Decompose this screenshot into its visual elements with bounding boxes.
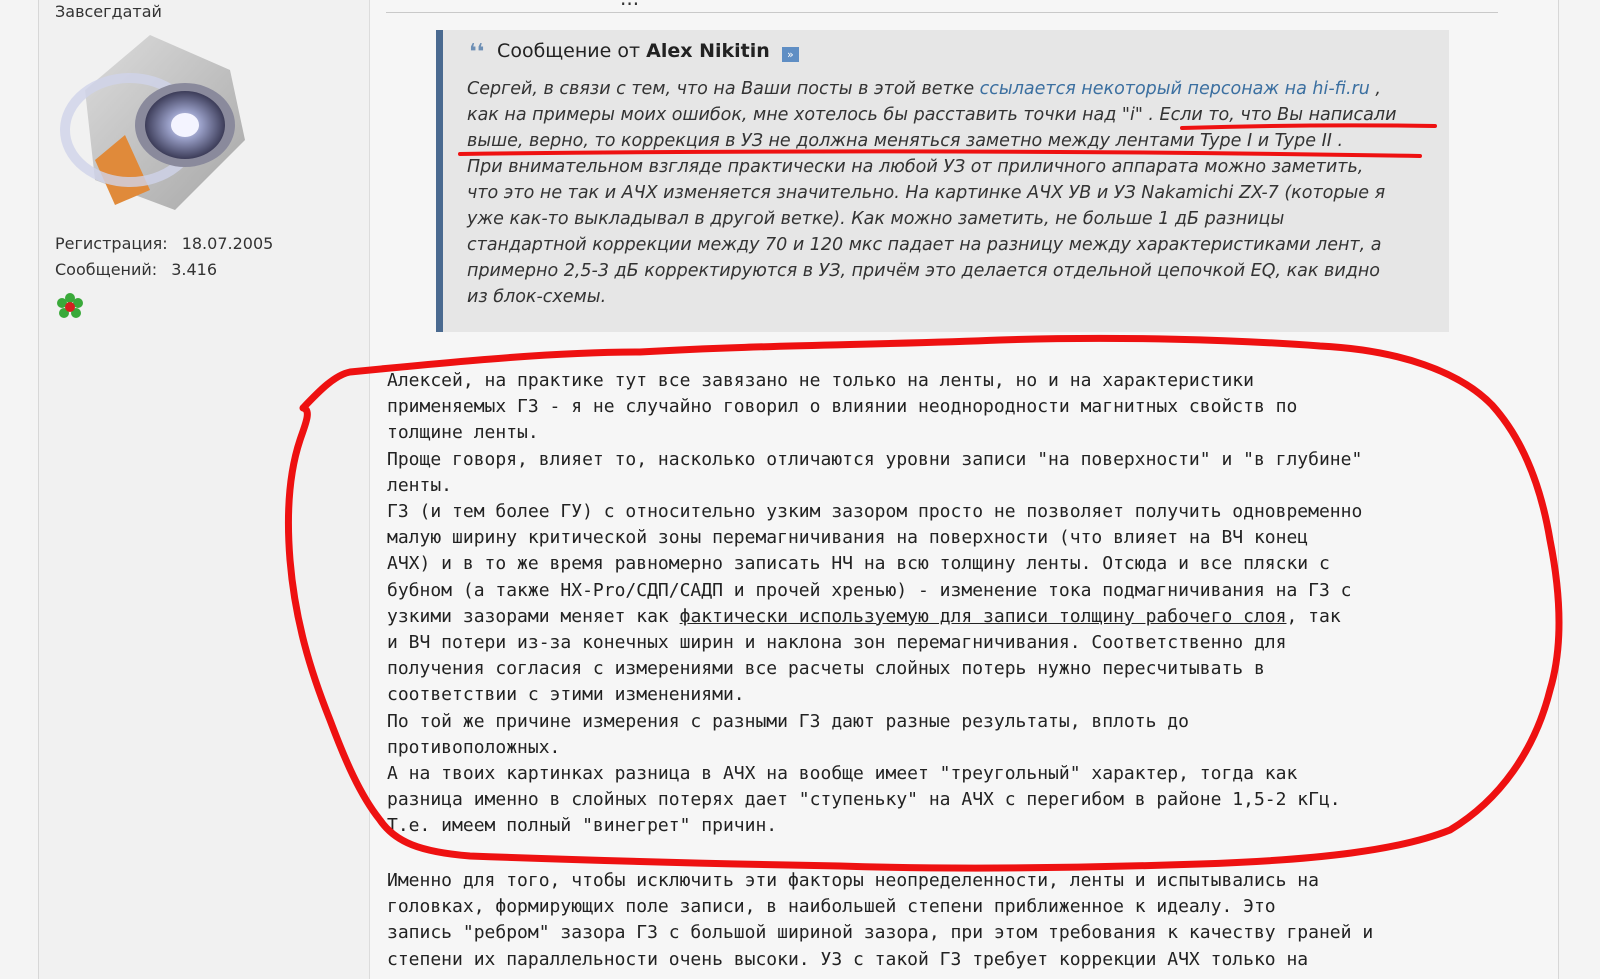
post-line: получения согласия с измерениями все расчеты слойных потерь нужно пересчитывать в	[387, 658, 1265, 680]
quote-line: что это не так и АЧХ изменяется значительно. На картинке АЧХ УВ и УЗ Nakamichi ZX-7 (которые я	[467, 183, 1386, 203]
underlined-phrase: фактически используемую для записи толщину рабочего слоя	[679, 605, 1287, 627]
post-line: Т.е. имеем полный "винегрет" причин.	[387, 815, 778, 837]
post-title-fragment	[620, 0, 639, 10]
quote-line: Сергей, в связи с тем, что на Ваши посты в этой ветке ссылается некоторый персонаж на hi-fi.ru ,	[467, 79, 1381, 99]
quote-icon: ❛❛	[469, 40, 485, 65]
post-line: толщине ленты.	[387, 422, 539, 444]
posts-count-label: Сообщений:	[55, 260, 158, 279]
quote-line: стандартной коррекции между 70 и 120 мкс падает на разницу между характеристиками лент, а	[467, 235, 1382, 255]
quote-line: При внимательном взгляде практически на любой УЗ от приличного аппарата можно заметить,	[467, 157, 1364, 177]
quote-author: Alex Nikitin	[646, 40, 770, 62]
icq-flower-icon[interactable]	[55, 292, 85, 322]
post-line: АЧХ) и в то же время равномерно записать НЧ на всю толщину ленты. Отсюда и все пляски с	[387, 553, 1330, 575]
quote-text	[467, 76, 1437, 310]
view-post-arrow-icon[interactable]: »	[782, 47, 799, 62]
post-line: применяемых ГЗ - я не случайно говорил о влиянии неоднородности магнитных свойств по	[387, 396, 1298, 418]
post-line: ГЗ (и тем более ГУ) с относительно узким зазором просто не позволяет получить одновременно	[387, 501, 1363, 523]
post-line: степени их параллельности очень высоки. УЗ с такой ГЗ требует коррекции АЧХ только на	[387, 948, 1309, 970]
user-title: Завсегдатай	[55, 2, 162, 21]
registration-label: Регистрация:	[55, 234, 168, 253]
post-line: узкими зазорами меняет как фактически используемую для записи толщину рабочего слоя, так	[387, 605, 1341, 627]
post-line: противоположных.	[387, 736, 561, 758]
registration-date: 18.07.2005	[181, 234, 274, 253]
quote-line: уже как-то выкладывал в другой ветке). Как можно заметить, не больше 1 дБ разницы	[467, 209, 1285, 229]
posts-count-info	[55, 260, 217, 279]
post-line: Алексей, на практике тут все завязано не только на ленты, но и на характеристики	[387, 370, 1254, 391]
post-body	[387, 368, 1507, 840]
post-line: бубном (а также HX-Pro/СДП/САДП и прочей хренью) - изменение тока подмагничивания на ГЗ с	[387, 579, 1352, 601]
post-line: разница именно в слойных потерях дает "ступеньку" на АЧХ с перегибом в районе 1,5-2 кГц.	[387, 789, 1341, 811]
post-line: А на твоих картинках разница в АЧХ на вообще имеет "треугольный" характер, тогда как	[387, 763, 1298, 785]
post-body-continued	[387, 868, 1507, 973]
posts-count-value: 3.416	[171, 260, 217, 279]
frame-right-border	[1558, 0, 1559, 979]
post-line: запись "ребром" зазора ГЗ с большой шириной зазора, при этом требования к качеству граней и	[387, 922, 1374, 944]
quote-line: выше, верно, то коррекция в УЗ не должна меняться заметно между лентами Type I и Type II .	[467, 131, 1344, 151]
quote-line: из блок-схемы.	[467, 287, 607, 307]
post-line: соответствии с этими изменениями.	[387, 684, 745, 706]
quote-header	[469, 40, 799, 65]
speaker-cd-icon[interactable]	[55, 30, 255, 220]
post-line: По той же причине измерения с разными ГЗ дают разные результаты, вплоть до	[387, 710, 1189, 732]
post-line: ленты.	[387, 474, 453, 496]
quote-block	[436, 30, 1449, 332]
quote-line: примерно 2,5-3 дБ корректируются в УЗ, причём это делается отдельной цепочкой EQ, как видно	[467, 261, 1380, 281]
post-line: и ВЧ потери из-за конечных ширин и наклона зон перемагничивания. Соответственно для	[387, 632, 1287, 654]
quote-link[interactable]: ссылается некоторый персонаж на hi-fi.ru	[979, 79, 1370, 99]
quote-prefix: Сообщение от	[497, 40, 641, 62]
registration-info	[55, 234, 273, 253]
quote-line: как на примеры моих ошибок, мне хотелось бы расставить точки над "i" . Если то, что Вы написали	[467, 105, 1397, 125]
post-line: малую ширину критической зоны перемагничивания на поверхности (что влияет на ВЧ конец	[387, 527, 1309, 549]
title-separator	[386, 12, 1498, 13]
post-line: Проще говоря, влияет то, насколько отличаются уровни записи "на поверхности" и "в глубине"	[387, 448, 1363, 470]
post-line: головках, формирующих поле записи, в наибольшей степени приближенное к идеалу. Это	[387, 896, 1276, 918]
post-line: Именно для того, чтобы исключить эти факторы неопределенности, ленты и испытывались на	[387, 870, 1319, 891]
